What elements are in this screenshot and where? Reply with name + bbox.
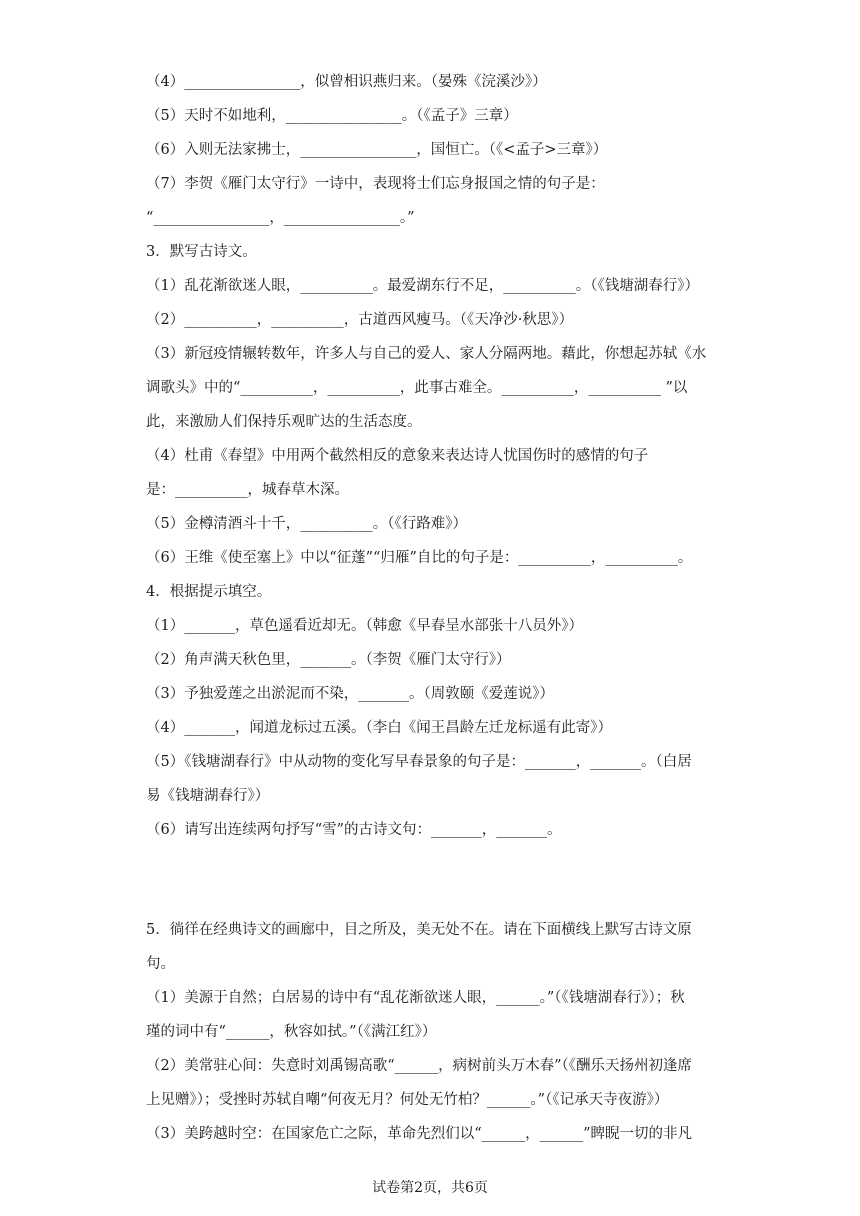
section-heading: 4．根据提示填空。	[146, 584, 272, 600]
question-line: 上见赠》）；受挫时苏轼自嘲“何夜无月？何处无竹柏？______。”（《记承天寺夜游》）	[146, 1092, 669, 1108]
question-line: （2）角声满天秋色里，_______。（李贺《雁门太守行》）	[146, 652, 511, 668]
question-line: （3）予独爱莲之出淤泥而不染，_______。（周敦颐《爱莲说》）	[146, 686, 554, 702]
question-line: （5）《钱塘湖春行》中从动物的变化写早春景象的句子是：_______，_______。（白居	[146, 754, 692, 770]
question-line: （1）乱花渐欲迷人眼，__________。最爱湖东行不足，__________。（《钱塘湖春行》）	[146, 278, 699, 294]
question-line: （6）请写出连续两句抒写“雪”的古诗文句：_______，_______。	[146, 822, 562, 838]
question-line: 是：__________，城春草木深。	[146, 482, 349, 498]
question-line: （3）美跨越时空：在国家危亡之际，革命先烈们以“______，______”睥睨一切的非凡	[146, 1126, 693, 1142]
question-line: （4）________________，似曾相识燕归来。（晏殊《浣溪沙》）	[146, 74, 547, 90]
question-line: （2）美常驻心间：失意时刘禹锡高歌“______，病树前头万木春”（《酬乐天扬州初逢席	[146, 1058, 693, 1074]
question-line: （6）王维《使至塞上》中以“征蓬”“归雁”自比的句子是：__________，__________。	[146, 550, 693, 566]
question-line: （5）天时不如地利，________________。（《孟子》三章）	[146, 108, 518, 124]
question-line: （4）杜甫《春望》中用两个截然相反的意象来表达诗人忧国伤时的感情的句子	[146, 448, 649, 464]
question-line: （4）_______，闻道龙标过五溪。（李白《闻王昌龄左迁龙标遥有此寄》）	[146, 720, 612, 736]
section-heading: 5．徜徉在经典诗文的画廊中，目之所及，美无处不在。请在下面横线上默写古诗文原	[146, 922, 692, 938]
page-footer: 试卷第2页，共6页	[372, 1180, 488, 1196]
question-line: （1）_______，草色遥看近却无。（韩愈《早春呈水部张十八员外》）	[146, 618, 583, 634]
question-line: 瑾的词中有“______，秋容如拭。”（《满江红》）	[146, 1024, 437, 1040]
question-line: （2）__________，__________，古道西风瘦马。（《天净沙·秋思》）	[146, 312, 574, 328]
question-line: （5）金樽清酒斗十千，__________。（《行路难》）	[146, 516, 467, 532]
question-line: “________________，________________。”	[146, 210, 415, 226]
question-line: 易《钱塘湖春行》）	[146, 788, 270, 804]
question-line: 此，来激励人们保持乐观旷达的生活态度。	[146, 414, 422, 430]
section-heading: 3．默写古诗文。	[146, 244, 257, 260]
question-line: 调歌头》中的“__________，__________，此事古难全。__________，__________ ”以	[146, 380, 688, 396]
question-line: 句。	[146, 956, 175, 972]
question-line: （7）李贺《雁门太守行》一诗中，表现将士们忘身报国之情的句子是：	[146, 176, 605, 192]
question-line: （3）新冠疫情辗转数年，许多人与自己的爱人、家人分隔两地。藉此，你想起苏轼《水	[146, 346, 707, 362]
question-line: （1）美源于自然；白居易的诗中有“乱花渐欲迷人眼，______。”（《钱塘湖春行》）；秋	[146, 990, 685, 1006]
question-line: （6）入则无法家拂士，________________，国恒亡。（《<孟子>三章》）	[146, 142, 608, 158]
